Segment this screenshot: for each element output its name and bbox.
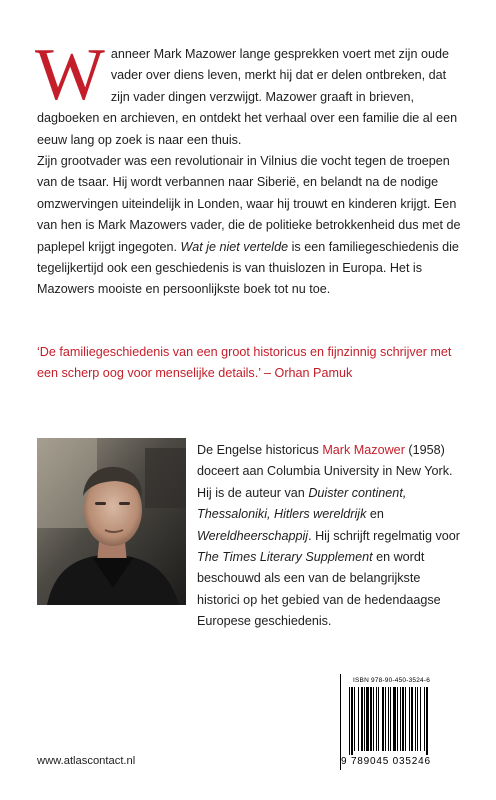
barcode-bars [349, 687, 469, 757]
book-title: Wat je niet vertelde [180, 239, 289, 254]
author-photo [37, 438, 186, 605]
publication-title: The Times Literary Supplement [197, 550, 373, 565]
book-titles: Duister continent, Thessaloniki, Hitlers wereldrijk [197, 485, 407, 522]
bio-text: en [366, 507, 384, 522]
book-title-wereldheerschappij: Wereldheerschappij [197, 528, 309, 543]
blurb-paragraph-2 [37, 151, 461, 301]
blurb-paragraph-1: anneer Mark Mazower lange gesprekken voert met zijn oude vader over diens leven, merkt hij dat er delen ontbreken, dat zijn vader dingen verzwijgt. Mazower graaft in brieven, dagboeken en archieven, en ontdekt het verhaal over een familie die al een eeuw lang op zoek is naar een thuis. [37, 47, 458, 147]
isbn-label: ISBN 978-90-450-3524-6 [353, 677, 431, 684]
blurb-p2-text-end: is een familiegeschiedenis die tegelijkertijd ook een geschiedenis is van thuislozen in Europa. Het is Mazowers mooiste en persoonlijkste boek tot nu toe. [37, 239, 459, 297]
isbn-digits: 9 789045 035246 [341, 756, 431, 767]
author-bio [197, 440, 465, 633]
review-quote: ‘De familiegeschiedenis van een groot historicus en fijnzinnig schrijver met een scherp oog voor menselijke details.’ – Orhan Pamuk [37, 345, 452, 381]
author-portrait-image [37, 438, 186, 605]
publisher-website[interactable]: www.atlascontact.nl [37, 755, 136, 767]
author-name: Mark Mazower [322, 443, 405, 457]
back-cover-blurb [35, 34, 461, 301]
bio-text: (1958) doceert aan Columbia University in New York. Hij is de auteur van [197, 443, 453, 500]
drop-cap: W [35, 34, 105, 116]
bio-text: De Engelse historicus [197, 443, 323, 457]
bio-text: en wordt beschouwd als een van de belangrijkste historici op het gebied van de hedendaagse Europese geschiedenis. [197, 550, 441, 629]
blurb-p2-text: Zijn grootvader was een revolutionair in Vilnius die vocht tegen de troepen van de tsaar. Hij wordt verbannen naar Siberië, en belandt na de nodige omzwervingen uiteindelijk in Londen, waar hij trouwt en kinderen krijgt. Een van hen is Mark Mazowers vader, die de politieke betrokkenheid dus met de paplepel krijgt ingegoten. [37, 154, 461, 254]
isbn-barcode [340, 674, 461, 770]
bio-text: . Hij schrijft regelmatig voor [308, 528, 460, 543]
